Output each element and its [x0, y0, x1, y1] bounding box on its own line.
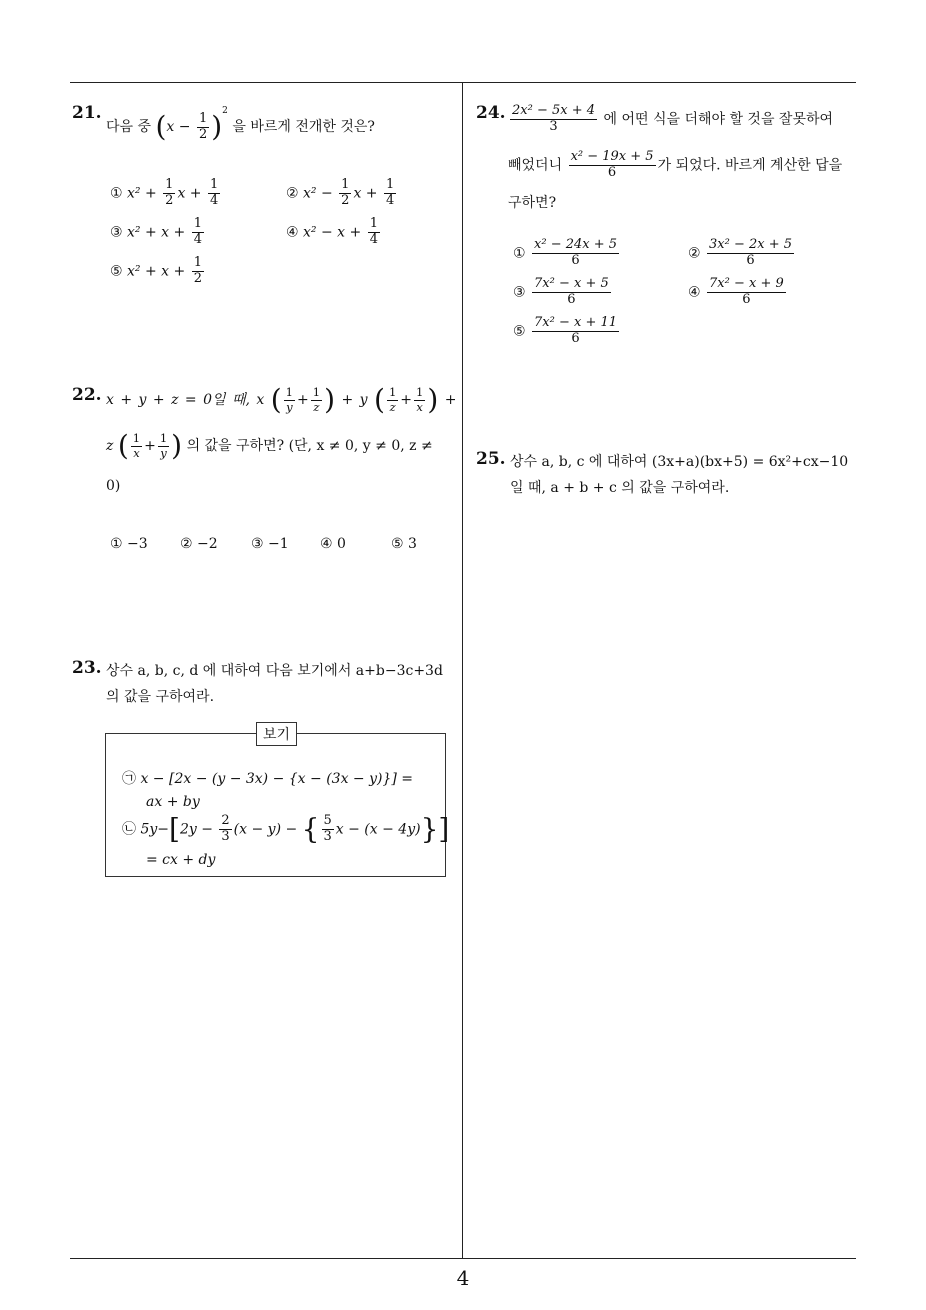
q22-stem-line3: 0): [106, 478, 121, 494]
q21-option-2[interactable]: ② x² − $\frac{1}{2}$ x + $\frac{1}{4}$: [286, 177, 395, 208]
q25-stem-line1: 상수 a, b, c 에 대하여 (3x+a)(bx+5) = 6x²+cx−10: [510, 454, 849, 470]
q25-stem-line2: 일 때, a + b + c 의 값을 구하여라.: [510, 480, 730, 496]
q24-number: 24.: [476, 103, 506, 123]
example-item-1-cont: ax + by: [146, 794, 200, 810]
q21-option-3[interactable]: ③ x² + x + $\frac{1}{4}$: [110, 216, 202, 247]
q22-option-5[interactable]: ⑤ 3: [391, 536, 417, 552]
q24-option-3[interactable]: ③ $\frac{\text{7x² − x + 5}}{6}$: [513, 276, 609, 307]
q21-option-1[interactable]: ① x² + $\frac{1}{2}$ x + $\frac{1}{4}$: [110, 177, 219, 208]
q21-number: 21.: [72, 103, 102, 123]
q21-option-4[interactable]: ④ x² − x + $\frac{1}{4}$: [286, 216, 378, 247]
q24-option-4[interactable]: ④ $\frac{\text{7x² − x + 9}}{6}$: [688, 276, 784, 307]
top-rule: [70, 82, 856, 83]
column-divider: [462, 82, 463, 1259]
q24-option-2[interactable]: ② $\frac{\text{3x² − 2x + 5}}{6}$: [688, 237, 793, 268]
q22-stem-line1: x + y + z = 0일 때, x ( $\frac{1}{y}$ + $\frac{1}{z}$ ) + y ( $\frac{1}{z}$ + $\frac{1}{x}$ ) +: [106, 383, 457, 416]
q25-number: 25.: [476, 449, 506, 469]
q21-stem: 다음 중 (x − $\frac{1}{2}$ )$^2$ 을 바르게 전개한 것은?: [106, 106, 375, 143]
q22-option-2[interactable]: ② −2: [180, 536, 218, 552]
q24-stem-line1: $\frac{\text{2x² − 5x + 4}}{3}$ 에 어떤 식을 더해야 할 것을 잘못하여: [512, 103, 834, 134]
q22-option-4[interactable]: ④ 0: [320, 536, 346, 552]
q24-option-1[interactable]: ① $\frac{\text{x² − 24x + 5}}{6}$: [513, 237, 618, 268]
q22-number: 22.: [72, 385, 102, 405]
example-item-2: ㉡ 5y−[2y − $\frac{2}{3}$ (x − y) − { $\frac{5}{3}$ x − (x − 4y)}]: [122, 812, 450, 846]
q21-option-5[interactable]: ⑤ x² + x + $\frac{1}{2}$: [110, 255, 202, 286]
q23-stem-line1: 상수 a, b, c, d 에 대하여 다음 보기에서 a+b−3c+3d: [106, 663, 443, 679]
q24-stem-line3: 구하면?: [508, 195, 557, 211]
q23-stem-line2: 의 값을 구하여라.: [106, 689, 215, 705]
page-number: 4: [456, 1266, 470, 1290]
example-box-title: 보기: [256, 722, 297, 746]
q23-number: 23.: [72, 658, 102, 678]
bottom-rule: [70, 1258, 856, 1259]
q22-option-3[interactable]: ③ −1: [251, 536, 289, 552]
example-item-2-cont: = cx + dy: [146, 852, 216, 868]
example-item-1: ㉠ x − [2x − (y − 3x) − {x − (3x − y)}] =: [122, 771, 414, 787]
q22-option-1[interactable]: ① −3: [110, 536, 148, 552]
q24-stem-line2: 빼었더니 $\frac{\text{x² − 19x + 5}}{6}$ 가 되었다. 바르게 계산한 답을: [508, 149, 843, 180]
q24-option-5[interactable]: ⑤ $\frac{\text{7x² − x + 11}}{6}$: [513, 315, 618, 346]
q22-stem-line2: z ( $\frac{1}{x}$ + $\frac{1}{y}$ ) 의 값을 구하면? (단, x ≠ 0, y ≠ 0, z ≠: [106, 429, 433, 462]
